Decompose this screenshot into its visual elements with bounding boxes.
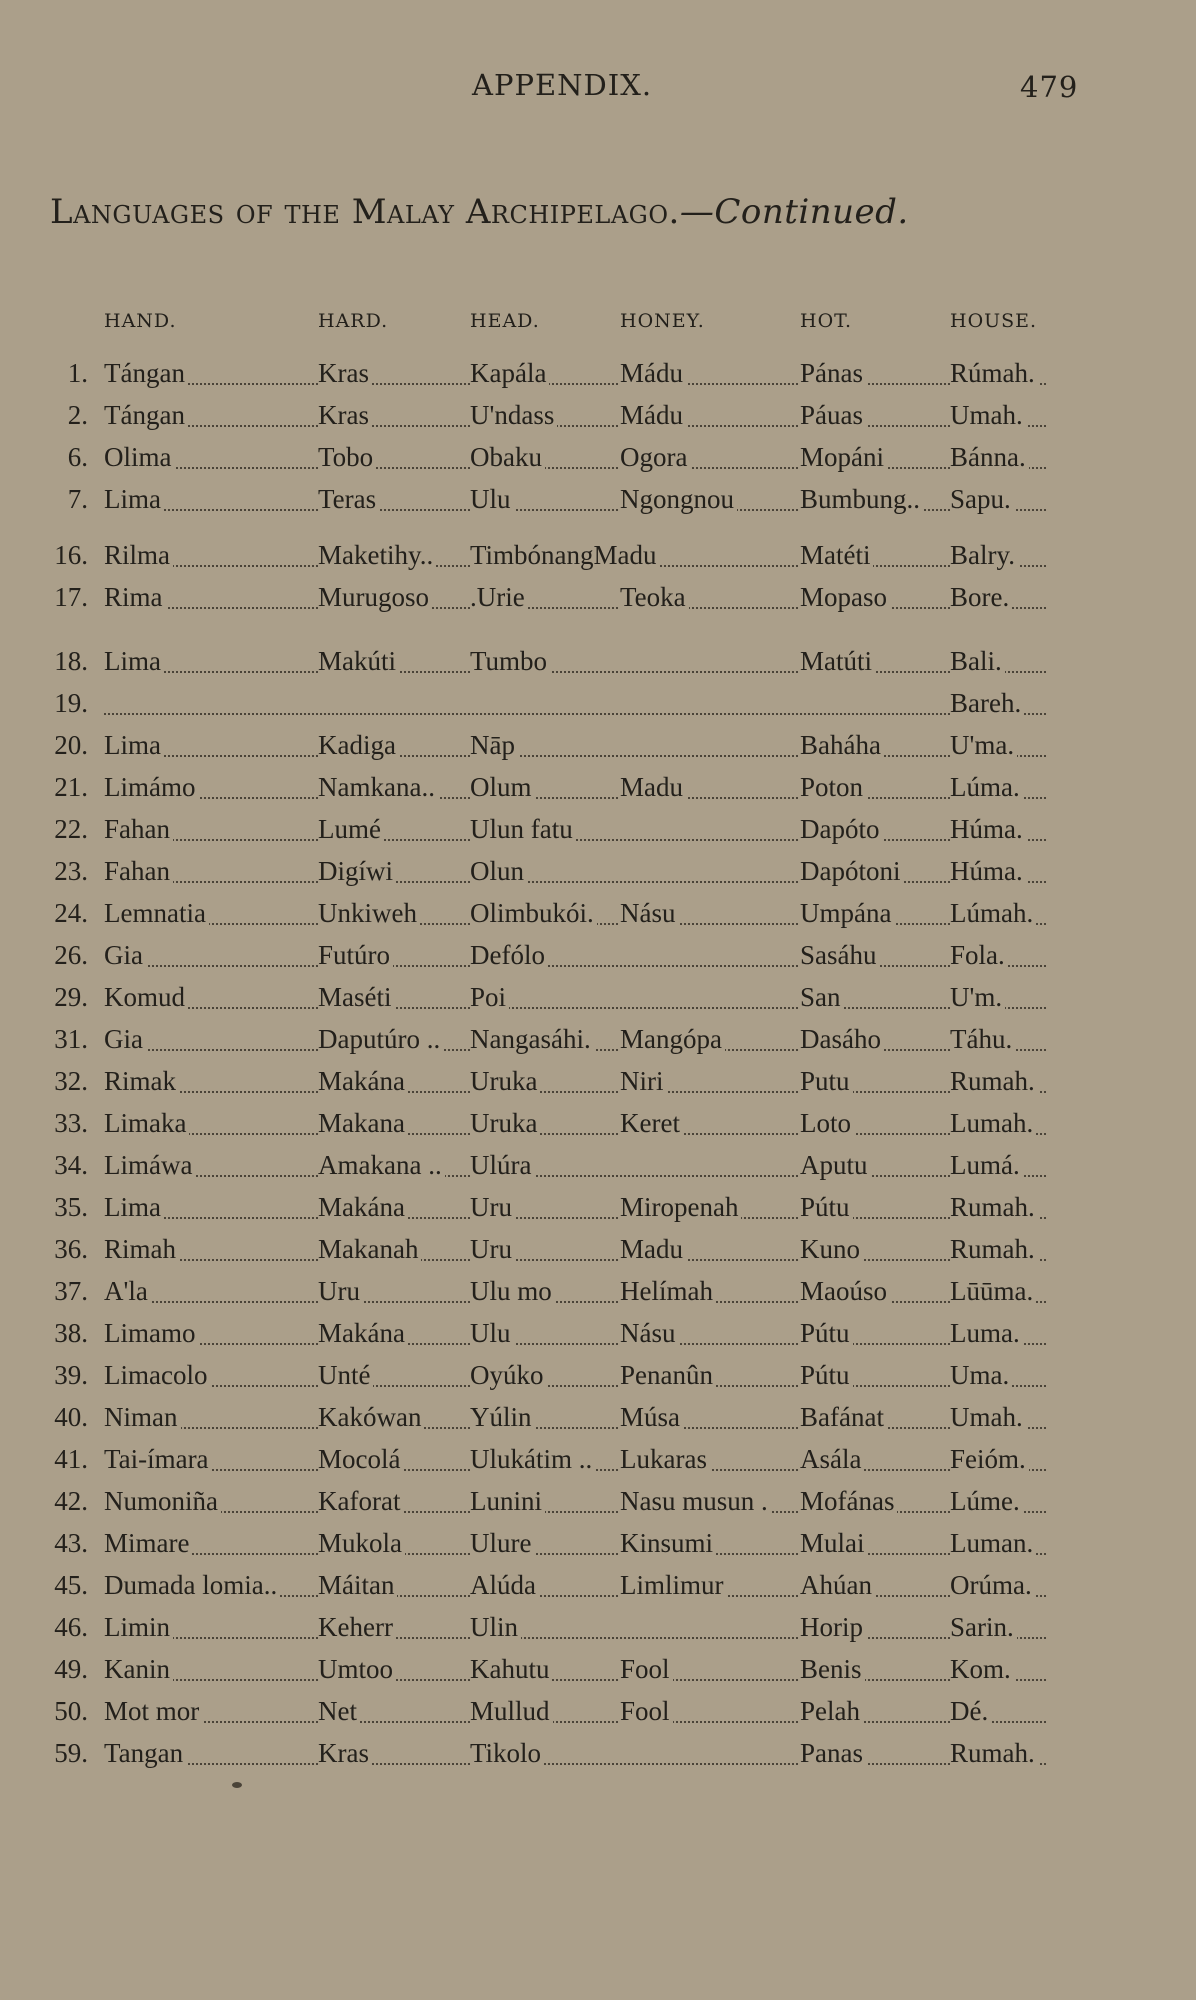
cell-head: TimbónangMadu — [470, 540, 660, 571]
row-number: 17. — [54, 582, 88, 612]
table-row — [0, 484, 1196, 524]
cell-hot: Sasáhu — [800, 940, 880, 971]
cell-hot: Umpána — [800, 898, 894, 929]
cell-hand: Gia — [104, 1024, 146, 1055]
dot-leader — [104, 1763, 1046, 1765]
cell-hard: Unté — [318, 1360, 373, 1391]
cell-hard: Makána — [318, 1192, 408, 1223]
cell-head: Ulun fatu — [470, 814, 576, 845]
table-row — [0, 1276, 1196, 1316]
cell-house: Bore. — [950, 582, 1012, 613]
cell-head: Ulúra — [470, 1150, 534, 1181]
table-row — [0, 1402, 1196, 1442]
cell-hand: Lemnatia — [104, 898, 209, 929]
cell-hard: Kras — [318, 1738, 372, 1769]
dot-leader — [104, 1637, 1046, 1639]
cell-house: Uma. — [950, 1360, 1012, 1391]
dot-leader — [104, 713, 1046, 715]
table-row — [0, 540, 1196, 580]
cell-house: Lūūma. — [950, 1276, 1036, 1307]
row-number: 46. — [54, 1612, 88, 1642]
table-row — [0, 1612, 1196, 1652]
cell-hot: Aputu — [800, 1150, 871, 1181]
cell-hard: Digíwi — [318, 856, 396, 887]
table-row — [0, 814, 1196, 854]
cell-hot: Pútu — [800, 1192, 853, 1223]
cell-hand: Kanin — [104, 1654, 173, 1685]
cell-house: Balry. — [950, 540, 1018, 571]
cell-head: Tikolo — [470, 1738, 544, 1769]
page-number: 479 — [1020, 70, 1079, 104]
row-number: 6. — [67, 442, 88, 472]
dot-leader — [104, 965, 1046, 967]
cell-hard: Unkiweh — [318, 898, 420, 929]
dot-leader — [104, 1133, 1046, 1135]
cell-hard: Futúro — [318, 940, 393, 971]
row-number: 21. — [54, 772, 88, 802]
column-header-honey: HONEY. — [620, 310, 705, 332]
cell-hard: Makána — [318, 1066, 408, 1097]
page-header — [0, 68, 1196, 112]
cell-hand: Niman — [104, 1402, 181, 1433]
cell-house: Lumá. — [950, 1150, 1023, 1181]
cell-hard: Máitan — [318, 1570, 397, 1601]
table-row — [0, 688, 1196, 728]
cell-hand: Lima — [104, 484, 164, 515]
row-number: 1. — [67, 358, 88, 388]
cell-head: Lunini — [470, 1486, 545, 1517]
cell-hand: Limáwa — [104, 1150, 195, 1181]
dot-leader — [104, 1217, 1046, 1219]
cell-hard: Namkana.. — [318, 772, 438, 803]
cell-head: Ulin — [470, 1612, 521, 1643]
row-number: 33. — [54, 1108, 88, 1138]
cell-hard: Makána — [318, 1318, 408, 1349]
dot-leader — [104, 1385, 1046, 1387]
cell-house: Rúmah. — [950, 358, 1038, 389]
cell-head: Olun — [470, 856, 527, 887]
row-number: 37. — [54, 1276, 88, 1306]
table-row — [0, 400, 1196, 440]
row-number: 39. — [54, 1360, 88, 1390]
row-number: 45. — [54, 1570, 88, 1600]
cell-hard: Kakówan — [318, 1402, 424, 1433]
row-number: 16. — [54, 540, 88, 570]
table-row — [0, 1654, 1196, 1694]
row-number: 19. — [54, 688, 88, 718]
column-header-house: HOUSE. — [950, 310, 1038, 332]
section-title-continued: —Continued. — [679, 192, 909, 232]
cell-hand: Limin — [104, 1612, 173, 1643]
cell-head: Kahutu — [470, 1654, 552, 1685]
row-number: 23. — [54, 856, 88, 886]
cell-head: Olum — [470, 772, 535, 803]
row-number: 20. — [54, 730, 88, 760]
ink-mark — [232, 1782, 242, 1788]
cell-hard: Tobo — [318, 442, 376, 473]
cell-head: .Urie — [470, 582, 528, 613]
row-number: 38. — [54, 1318, 88, 1348]
dot-leader — [104, 1007, 1046, 1009]
cell-honey: Músa — [620, 1402, 683, 1433]
cell-house: Orúma. — [950, 1570, 1035, 1601]
column-header-hard: HARD. — [318, 310, 389, 332]
cell-hand: Tángan — [104, 400, 188, 431]
row-number: 42. — [54, 1486, 88, 1516]
cell-hot: Bafánat — [800, 1402, 887, 1433]
table-row — [0, 856, 1196, 896]
cell-house: Lumah. — [950, 1108, 1036, 1139]
cell-hard: Makanah — [318, 1234, 421, 1265]
cell-house: Lúmah. — [950, 898, 1036, 929]
row-number: 32. — [54, 1066, 88, 1096]
cell-hard: Maséti — [318, 982, 395, 1013]
cell-hand: Fahan — [104, 856, 173, 887]
cell-hand: Gia — [104, 940, 146, 971]
dot-leader — [104, 1301, 1046, 1303]
cell-hot: Pelah — [800, 1696, 863, 1727]
dot-leader — [104, 425, 1046, 427]
cell-hard: Makana — [318, 1108, 408, 1139]
cell-house: Kom. — [950, 1654, 1014, 1685]
cell-house: Lúma. — [950, 772, 1023, 803]
cell-house: Bali. — [950, 646, 1005, 677]
cell-hard: Mocolá — [318, 1444, 403, 1475]
cell-hard: Murugoso — [318, 582, 432, 613]
cell-hard: Mukola — [318, 1528, 405, 1559]
cell-hot: Pánas — [800, 358, 866, 389]
cell-hard: Teras — [318, 484, 379, 515]
cell-hand: Numoniña — [104, 1486, 221, 1517]
cell-hand: Rima — [104, 582, 166, 613]
table-row — [0, 1360, 1196, 1400]
cell-head: Yúlin — [470, 1402, 535, 1433]
row-number: 29. — [54, 982, 88, 1012]
section-title-main: Languages of the Malay Archipelago. — [50, 192, 680, 232]
cell-honey: Nasu musun . — [620, 1486, 771, 1517]
cell-head: Ulu — [470, 1318, 514, 1349]
cell-hot: Mofánas — [800, 1486, 897, 1517]
table-row — [0, 442, 1196, 482]
cell-hand: Mimare — [104, 1528, 192, 1559]
cell-house: Umah. — [950, 1402, 1026, 1433]
cell-honey: Teoka — [620, 582, 689, 613]
table-row — [0, 1234, 1196, 1274]
cell-hand: Rilma — [104, 540, 173, 571]
cell-honey: Mangópa — [620, 1024, 725, 1055]
cell-hand: Lima — [104, 1192, 164, 1223]
row-number: 22. — [54, 814, 88, 844]
cell-honey: Helímah — [620, 1276, 716, 1307]
column-header-hand: HAND. — [104, 310, 177, 332]
cell-honey: Lukaras — [620, 1444, 710, 1475]
table-row — [0, 1108, 1196, 1148]
cell-hand: Tángan — [104, 358, 188, 389]
cell-head: Oyúko — [470, 1360, 547, 1391]
cell-hard: Lumé — [318, 814, 384, 845]
cell-head: Uru — [470, 1234, 515, 1265]
cell-hot: Páuas — [800, 400, 866, 431]
cell-hand: Rimah — [104, 1234, 179, 1265]
cell-house: Húma. — [950, 814, 1026, 845]
dot-leader — [104, 881, 1046, 883]
cell-house: Rumah. — [950, 1234, 1038, 1265]
dot-leader — [104, 671, 1046, 673]
cell-hot: Dapótoni — [800, 856, 904, 887]
cell-house: Sapu. — [950, 484, 1014, 515]
cell-hand: Limaka — [104, 1108, 189, 1139]
dot-leader — [104, 1343, 1046, 1345]
dot-leader — [104, 1091, 1046, 1093]
table-row — [0, 1696, 1196, 1736]
table-row — [0, 1444, 1196, 1484]
section-title — [50, 192, 909, 232]
cell-hand: A'la — [104, 1276, 151, 1307]
dot-leader — [104, 755, 1046, 757]
cell-hot: Mopáni — [800, 442, 887, 473]
cell-hand: Mot mor — [104, 1696, 202, 1727]
cell-hot: Matúti — [800, 646, 875, 677]
cell-hand: Rimak — [104, 1066, 179, 1097]
table-row — [0, 1150, 1196, 1190]
cell-hard: Net — [318, 1696, 360, 1727]
cell-hand: Komud — [104, 982, 188, 1013]
cell-honey: Násu — [620, 898, 679, 929]
cell-hot: Horip — [800, 1612, 866, 1643]
table-row — [0, 940, 1196, 980]
cell-hot: San — [800, 982, 844, 1013]
cell-head: U'ndass — [470, 400, 557, 431]
cell-hard: Amakana .. — [318, 1150, 445, 1181]
row-number: 31. — [54, 1024, 88, 1054]
dot-leader — [104, 1175, 1046, 1177]
cell-house: Luman. — [950, 1528, 1036, 1559]
cell-honey: Keret — [620, 1108, 683, 1139]
row-number: 36. — [54, 1234, 88, 1264]
cell-hand: Limacolo — [104, 1360, 210, 1391]
cell-head: Ulukátim .. — [470, 1444, 595, 1475]
dot-leader — [104, 1721, 1046, 1723]
cell-head: Ulu — [470, 484, 514, 515]
row-number: 43. — [54, 1528, 88, 1558]
dot-leader — [104, 607, 1046, 609]
cell-house: Dé. — [950, 1696, 991, 1727]
cell-house: Bánna. — [950, 442, 1029, 473]
table-row — [0, 1318, 1196, 1358]
table-row — [0, 772, 1196, 812]
cell-honey: Fool — [620, 1696, 673, 1727]
cell-hard: Kaforat — [318, 1486, 403, 1517]
cell-house: U'm. — [950, 982, 1005, 1013]
cell-hand: Fahan — [104, 814, 173, 845]
row-number: 7. — [67, 484, 88, 514]
cell-house: Bareh. — [950, 688, 1024, 719]
cell-hot: Panas — [800, 1738, 866, 1769]
dot-leader — [104, 1511, 1046, 1513]
cell-hot: Asála — [800, 1444, 864, 1475]
cell-hand: Lima — [104, 646, 164, 677]
dot-leader — [104, 467, 1046, 469]
cell-hard: Kras — [318, 400, 372, 431]
cell-hot: Dasáho — [800, 1024, 884, 1055]
cell-head: Nangasáhi. — [470, 1024, 594, 1055]
row-number: 24. — [54, 898, 88, 928]
cell-head: Uruka — [470, 1066, 540, 1097]
cell-house: U'ma. — [950, 730, 1017, 761]
cell-head: Kapála — [470, 358, 549, 389]
cell-hard: Maketihy.. — [318, 540, 436, 571]
dot-leader — [104, 1553, 1046, 1555]
dot-leader — [104, 1259, 1046, 1261]
cell-honey: Kinsumi — [620, 1528, 716, 1559]
cell-hard: Keherr — [318, 1612, 396, 1643]
cell-house: Fola. — [950, 940, 1008, 971]
row-number: 35. — [54, 1192, 88, 1222]
cell-house: Rumah. — [950, 1066, 1038, 1097]
cell-hot: Baháha — [800, 730, 884, 761]
cell-hot: Loto — [800, 1108, 854, 1139]
cell-head: Tumbo — [470, 646, 550, 677]
cell-honey: Limlimur — [620, 1570, 727, 1601]
cell-hand: Tangan — [104, 1738, 186, 1769]
row-number: 18. — [54, 646, 88, 676]
cell-honey: Niri — [620, 1066, 667, 1097]
cell-honey: Madu — [620, 1234, 686, 1265]
cell-hot: Mulai — [800, 1528, 868, 1559]
cell-head: Nāp — [470, 730, 518, 761]
table-row — [0, 1024, 1196, 1064]
table-row — [0, 1486, 1196, 1526]
cell-honey: Ngongnou — [620, 484, 737, 515]
cell-house: Umah. — [950, 400, 1026, 431]
cell-hard: Kras — [318, 358, 372, 389]
cell-honey: Násu — [620, 1318, 679, 1349]
table-row — [0, 1528, 1196, 1568]
cell-hand: Olima — [104, 442, 175, 473]
cell-head: Defólo — [470, 940, 548, 971]
cell-hot: Bumbung.. — [800, 484, 923, 515]
dot-leader — [104, 797, 1046, 799]
dot-leader — [104, 383, 1046, 385]
cell-hand: Lima — [104, 730, 164, 761]
cell-honey: Mádu — [620, 400, 686, 431]
cell-hard: Umtoo — [318, 1654, 396, 1685]
cell-house: Feióm. — [950, 1444, 1029, 1475]
table-row — [0, 982, 1196, 1022]
cell-hand: Limámo — [104, 772, 198, 803]
cell-head: Ulu mo — [470, 1276, 555, 1307]
table-row — [0, 898, 1196, 938]
table-row — [0, 646, 1196, 686]
row-number: 26. — [54, 940, 88, 970]
cell-hard: Makúti — [318, 646, 399, 677]
cell-hot: Dapóto — [800, 814, 882, 845]
cell-honey: Mádu — [620, 358, 686, 389]
table-row — [0, 1192, 1196, 1232]
cell-head: Obaku — [470, 442, 545, 473]
cell-hot: Benis — [800, 1654, 865, 1685]
cell-hot: Ahúan — [800, 1570, 875, 1601]
cell-head: Olimbukói. — [470, 898, 597, 929]
dot-leader — [104, 1427, 1046, 1429]
row-number: 40. — [54, 1402, 88, 1432]
cell-honey: Miropenah — [620, 1192, 741, 1223]
cell-hard: Daputúro .. — [318, 1024, 443, 1055]
cell-head: Alúda — [470, 1570, 539, 1601]
cell-honey: Fool — [620, 1654, 673, 1685]
cell-head: Ulure — [470, 1528, 534, 1559]
cell-house: Sarin. — [950, 1612, 1017, 1643]
cell-head: Mullud — [470, 1696, 553, 1727]
cell-honey: Madu — [620, 772, 686, 803]
table-row — [0, 582, 1196, 622]
cell-head: Poi — [470, 982, 509, 1013]
cell-hot: Poton — [800, 772, 866, 803]
cell-house: Húma. — [950, 856, 1026, 887]
cell-head: Uru — [470, 1192, 515, 1223]
cell-hot: Pútu — [800, 1360, 853, 1391]
row-number: 34. — [54, 1150, 88, 1180]
cell-hard: Kadiga — [318, 730, 399, 761]
cell-house: Luma. — [950, 1318, 1023, 1349]
table-row — [0, 730, 1196, 770]
table-row — [0, 1066, 1196, 1106]
table-row — [0, 358, 1196, 398]
row-number: 49. — [54, 1654, 88, 1684]
cell-honey: Penanûn — [620, 1360, 716, 1391]
cell-house: Rumah. — [950, 1738, 1038, 1769]
cell-hand: Dumada lomia.. — [104, 1570, 280, 1601]
cell-house: Rumah. — [950, 1192, 1038, 1223]
cell-house: Lúme. — [950, 1486, 1023, 1517]
cell-hot: Kuno — [800, 1234, 863, 1265]
column-header-head: HEAD. — [470, 310, 540, 332]
row-number: 50. — [54, 1696, 88, 1726]
cell-house: Táhu. — [950, 1024, 1015, 1055]
table-row — [0, 1570, 1196, 1610]
cell-honey: Ogora — [620, 442, 690, 473]
cell-hot: Pútu — [800, 1318, 853, 1349]
running-head: APPENDIX. — [472, 68, 653, 102]
cell-hand: Limamo — [104, 1318, 198, 1349]
cell-hot: Maoúso — [800, 1276, 890, 1307]
cell-hot: Matéti — [800, 540, 873, 571]
row-number: 2. — [67, 400, 88, 430]
column-headers — [0, 310, 1196, 340]
dot-leader — [104, 1679, 1046, 1681]
row-number: 59. — [54, 1738, 88, 1768]
cell-hand: Tai-ímara — [104, 1444, 212, 1475]
column-header-hot: HOT. — [800, 310, 853, 332]
cell-hot: Mopaso — [800, 582, 890, 613]
cell-head: Uruka — [470, 1108, 540, 1139]
table-row — [0, 1738, 1196, 1778]
cell-hot: Putu — [800, 1066, 853, 1097]
cell-hard: Uru — [318, 1276, 363, 1307]
row-number: 41. — [54, 1444, 88, 1474]
